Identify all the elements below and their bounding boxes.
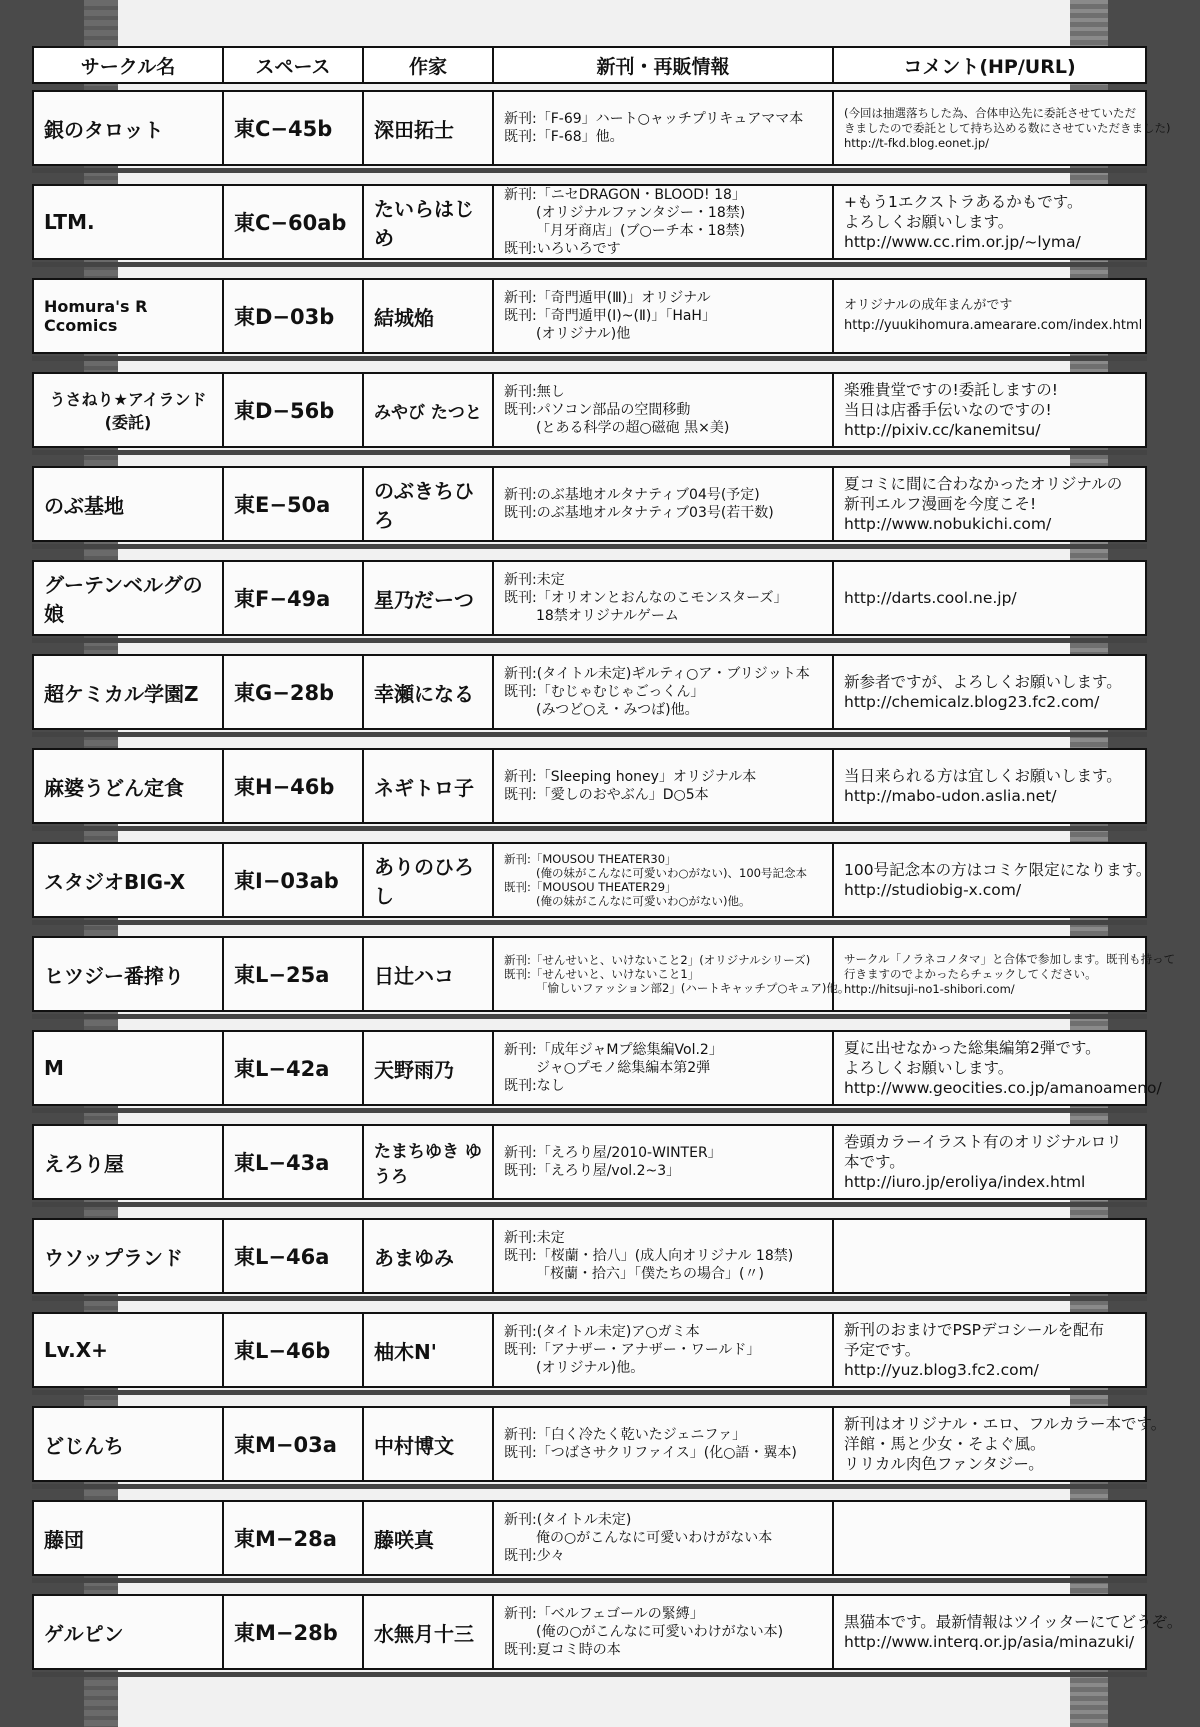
comment-line: 新刊はオリジナル・エロ、フルカラー本です。 (844, 1415, 1167, 1433)
comment (834, 1502, 1145, 1574)
comment-line: 黒猫本です。最新情報はツイッターにてどうぞ。 (844, 1613, 1183, 1631)
info-line: 新刊:「Sleeping honey」オリジナル本 (504, 769, 757, 785)
comment (834, 1032, 1162, 1104)
url-link[interactable]: http://www.cc.rim.or.jp/~lyma/ (844, 233, 1081, 251)
circle-name: ヒツジー番搾り (34, 938, 224, 1010)
comment-line: +もう1エクストラあるかもです。 (844, 193, 1083, 211)
info-line: 既刊:夏コミ時の本 (504, 1642, 621, 1658)
comment-line: 夏コミに間に合わなかったオリジナルの (844, 475, 1123, 493)
table-row (32, 560, 1147, 636)
table-row (32, 1124, 1147, 1200)
info-line: 新刊:(タイトル未定)ア○ガミ本 (504, 1324, 700, 1340)
url-link[interactable]: http://www.nobukichi.com/ (844, 515, 1052, 533)
info-line: (みつど○え・みつば)他。 (536, 702, 699, 718)
info-line: 既刊:「オリオンとおんなのこモンスターズ」 (504, 590, 788, 606)
info-line: (オリジナル)他。 (536, 1360, 645, 1376)
comment-line: 当日来られる方は宜しくお願いします。 (844, 767, 1122, 785)
author-name: 結城焔 (364, 280, 494, 352)
comment (834, 468, 1145, 540)
comment-line: 新参者ですが、よろしくお願いします。 (844, 673, 1122, 691)
circle-name: ウソップランド (34, 1220, 224, 1292)
release-info (494, 1314, 834, 1386)
space-number: 東L−43a (224, 1126, 364, 1198)
info-line: (とある科学の超○磁砲 黒×美) (536, 420, 730, 436)
author-name: たいらはじめ (364, 186, 494, 258)
circle-name: LTM. (34, 186, 224, 258)
info-line: 新刊:「成年ジャMプ総集編Vol.2」 (504, 1042, 723, 1058)
comment (834, 92, 1171, 164)
comment-line: 新刊エルフ漫画を今度こそ! (844, 495, 1037, 513)
info-line: 既刊:「桜蘭・拾八」(成人向オリジナル 18禁) (504, 1248, 794, 1264)
url-link[interactable]: http://t-fkd.blog.eonet.jp/ (844, 135, 990, 150)
info-line: 「愉しいファッション部2」(ハートキャッチプ○キュア)他。 (536, 981, 850, 995)
author-name: 深田拓士 (364, 92, 494, 164)
release-info (494, 750, 834, 822)
info-line: 「桜蘭・拾六」「僕たちの場合」(〃) (536, 1266, 764, 1282)
comment-line: 夏に出せなかった総集編第2弾です。 (844, 1039, 1101, 1057)
comment-line: 新刊のおまけでPSPデコシールを配布 (844, 1321, 1105, 1339)
space-number: 東D−03b (224, 280, 364, 352)
comment-line: リリカル肉色ファンタジー。 (844, 1455, 1044, 1473)
info-line: 既刊:「つばさサクリファイス」(化○語・翼本) (504, 1445, 797, 1461)
circle-name: どじんち (34, 1408, 224, 1480)
url-link[interactable]: http://studiobig-x.com/ (844, 881, 1022, 899)
comment (834, 562, 1145, 634)
space-number: 東H−46b (224, 750, 364, 822)
release-info (494, 1032, 834, 1104)
info-line: 既刊:「せんせいと、いけないこと1」 (504, 967, 700, 981)
circle-table (32, 46, 1183, 1688)
comment-line: サークル「ノラネコノタマ」と合体で参加します。既刊も持って (844, 951, 1176, 966)
info-line: 新刊:「えろり屋/2010-WINTER」 (504, 1145, 722, 1161)
info-line: 新刊:無し (504, 384, 565, 400)
info-line: 既刊:「F-68」他。 (504, 129, 624, 145)
circle-name: えろり屋 (34, 1126, 224, 1198)
info-line: 俺の○がこんなに可愛いわけがない本 (536, 1530, 773, 1546)
info-line: 新刊:(タイトル未定)ギルティ○ア・ブリジット本 (504, 666, 810, 682)
table-row (32, 1406, 1167, 1482)
info-line: (オリジナル)他 (536, 326, 631, 342)
author-name: 中村博文 (364, 1408, 494, 1480)
header-info: 新刊・再販情報 (494, 48, 834, 82)
info-line: 新刊:未定 (504, 572, 565, 588)
circle-name: スタジオBIG-X (34, 844, 224, 916)
space-number: 東L−46b (224, 1314, 364, 1386)
space-number: 東F−49a (224, 562, 364, 634)
comment (834, 186, 1145, 258)
info-line: 新刊:未定 (504, 1230, 565, 1246)
circle-name: グーテンベルグの娘 (34, 562, 224, 634)
author-name: のぶきちひろ (364, 468, 494, 540)
author-name: みやび たつと (364, 374, 494, 446)
table-row (32, 278, 1147, 354)
release-info (494, 1220, 834, 1292)
author-name: あまゆみ (364, 1220, 494, 1292)
table-row (32, 936, 1176, 1012)
table-row (32, 1500, 1147, 1576)
info-line: 新刊:「ベルフェゴールの緊縛」 (504, 1606, 704, 1622)
comment (834, 750, 1145, 822)
comment-line: きましたので委託として持ち込める数にさせていただきました) (844, 120, 1171, 135)
circle-name: M (34, 1032, 224, 1104)
url-link[interactable]: http://iuro.jp/eroliya/index.html (844, 1173, 1086, 1191)
author-name: 日辻ハコ (364, 938, 494, 1010)
table-row (32, 654, 1147, 730)
comment-line: よろしくお願いします。 (844, 1059, 1014, 1077)
info-line: ジャ○プモノ総集編本第2弾 (536, 1060, 711, 1076)
comment (834, 374, 1145, 446)
comment (834, 280, 1145, 352)
space-number: 東L−46a (224, 1220, 364, 1292)
url-link[interactable]: http://hitsuji-no1-shibori.com/ (844, 981, 1015, 996)
info-line: 既刊:「MOUSOU THEATER29」 (504, 880, 677, 894)
release-info (494, 92, 834, 164)
space-number: 東C−45b (224, 92, 364, 164)
release-info (494, 656, 834, 728)
comment-line: 予定です。 (844, 1341, 921, 1359)
url-link[interactable]: http://pixiv.cc/kanemitsu/ (844, 421, 1041, 439)
info-line: 既刊:のぶ基地オルタナティブ03号(若干数) (504, 505, 774, 521)
release-info (494, 1596, 834, 1668)
comment (834, 938, 1176, 1010)
comment-line: 楽雅貴堂ですの!委託しますの! (844, 381, 1058, 399)
author-name: 水無月十三 (364, 1596, 494, 1668)
header-space: スペース (224, 48, 364, 82)
release-info (494, 280, 834, 352)
comment-line: 洋館・馬と少女・そよぐ風。 (844, 1435, 1046, 1453)
release-info (494, 1126, 834, 1198)
author-name: 藤咲真 (364, 1502, 494, 1574)
info-line: 既刊:「アナザー・アナザー・ワールド」 (504, 1342, 761, 1358)
comment (834, 844, 1152, 916)
info-line: 既刊:パソコン部品の空間移動 (504, 402, 691, 418)
table-row (32, 842, 1152, 918)
info-line: 新刊:(タイトル未定) (504, 1512, 632, 1528)
comment (834, 1408, 1167, 1480)
header-comment: コメント(HP/URL) (903, 55, 1076, 78)
info-line: 新刊:「MOUSOU THEATER30」 (504, 852, 677, 866)
circle-name: うさねり★アイランド(委託) (34, 374, 224, 446)
info-line: 新刊:「奇門遁甲(Ⅲ)」オリジナル (504, 290, 711, 306)
info-line: 既刊:「愛しのおやぶん」D○5本 (504, 787, 709, 803)
comment-line: 100号記念本の方はコミケ限定になります。 (844, 861, 1152, 879)
info-line: 既刊:少々 (504, 1548, 565, 1564)
release-info (494, 562, 834, 634)
author-name: 天野雨乃 (364, 1032, 494, 1104)
table-row (32, 184, 1147, 260)
circle-name: 藤団 (34, 1502, 224, 1574)
release-info (494, 186, 834, 258)
url-link[interactable]: http://www.interq.or.jp/asia/minazuki/ (844, 1633, 1135, 1651)
info-line: 新刊:のぶ基地オルタナティブ04号(予定) (504, 487, 760, 503)
space-number: 東M−03a (224, 1408, 364, 1480)
release-info (494, 468, 834, 540)
info-line: (オリジナルファンタジー・18禁) (536, 205, 746, 221)
table-row (32, 466, 1147, 542)
author-name: たまちゆき ゆうろ (364, 1126, 494, 1198)
table-body (32, 90, 1183, 1670)
space-number: 東G−28b (224, 656, 364, 728)
url-link[interactable]: http://darts.cool.ne.jp/ (844, 589, 1017, 607)
author-name: ネギトロ子 (364, 750, 494, 822)
release-info (494, 844, 834, 916)
comment-line: 行きますのでよかったらチェックしてください。 (844, 966, 1097, 981)
circle-name: 麻婆うどん定食 (34, 750, 224, 822)
info-line: 既刊:いろいろです (504, 241, 621, 257)
space-number: 東D−56b (224, 374, 364, 446)
info-line: 既刊:「奇門遁甲(Ⅰ)~(Ⅱ)」「HaH」 (504, 308, 716, 324)
table-row (32, 1312, 1147, 1388)
space-number: 東L−42a (224, 1032, 364, 1104)
circle-name: Homura's R Ccomics (34, 280, 224, 352)
info-line: (俺の○がこんなに可愛いわけがない本) (536, 1624, 784, 1640)
release-info (494, 1408, 834, 1480)
author-name: ありのひろし (364, 844, 494, 916)
info-line: 新刊:「せんせいと、いけないこと2」(オリジナルシリーズ) (504, 953, 811, 967)
release-info (494, 1502, 834, 1574)
author-name: 星乃だーつ (364, 562, 494, 634)
table-row (32, 1218, 1147, 1294)
table-header (32, 46, 1147, 84)
table-row (32, 372, 1147, 448)
table-row (32, 748, 1147, 824)
url-link[interactable]: http://yuukihomura.amearare.com/index.html (844, 318, 1143, 333)
comment (834, 1596, 1183, 1668)
release-info (494, 374, 834, 446)
circle-name: 超ケミカル学園Z (34, 656, 224, 728)
space-number: 東M−28a (224, 1502, 364, 1574)
comment-line: 当日は店番手伝いなのですの! (844, 401, 1052, 419)
circle-name: のぶ基地 (34, 468, 224, 540)
space-number: 東E−50a (224, 468, 364, 540)
author-name: 柚木N' (364, 1314, 494, 1386)
header-circle: サークル名 (34, 48, 224, 82)
space-number: 東L−25a (224, 938, 364, 1010)
circle-name: 銀のタロット (34, 92, 224, 164)
url-link[interactable]: http://chemicalz.blog23.fc2.com/ (844, 693, 1100, 711)
info-line: 18禁オリジナルゲーム (536, 608, 679, 624)
circle-name: ゲルピン (34, 1596, 224, 1668)
space-number: 東C−60ab (224, 186, 364, 258)
comment (834, 1126, 1145, 1198)
url-link[interactable]: http://mabo-udon.aslia.net/ (844, 787, 1057, 805)
author-name: 幸瀬になる (364, 656, 494, 728)
info-line: (俺の妹がこんなに可愛いわ○がない)、100号記念本 (536, 866, 807, 880)
comment-line: 本です。 (844, 1153, 905, 1171)
info-line: 「月牙商店」(ブ○ーチ本・18禁) (536, 223, 745, 239)
table-row (32, 1594, 1183, 1670)
info-line: 新刊:「白く冷たく乾いたジェニファ」 (504, 1427, 747, 1443)
info-line: 既刊:「えろり屋/vol.2~3」 (504, 1163, 681, 1179)
comment-line: オリジナルの成年まんがです (844, 298, 1013, 313)
comment-line: (今回は抽選落ちした為、合体申込先に委託させていただ (844, 105, 1136, 120)
info-line: (俺の妹がこんなに可愛いわ○がない)他。 (536, 894, 751, 908)
table-row (32, 90, 1171, 166)
space-number: 東I−03ab (224, 844, 364, 916)
release-info (494, 938, 850, 1010)
table-row (32, 1030, 1162, 1106)
info-line: 既刊:「むじゃむじゃごっくん」 (504, 684, 705, 700)
comment (834, 1314, 1145, 1386)
comment (834, 1220, 1145, 1292)
url-link[interactable]: http://yuz.blog3.fc2.com/ (844, 1361, 1039, 1379)
circle-name: Lv.X+ (34, 1314, 224, 1386)
info-line: 既刊:なし (504, 1078, 565, 1094)
comment-line: 巻頭カラーイラスト有のオリジナルロリ (844, 1133, 1122, 1151)
url-link[interactable]: http://www.geocities.co.jp/amanoameno/ (844, 1079, 1162, 1097)
space-number: 東M−28b (224, 1596, 364, 1668)
header-author: 作家 (364, 48, 494, 82)
info-line: 新刊:「ニセDRAGON・BLOOD! 18」 (504, 187, 746, 203)
comment-line: よろしくお願いします。 (844, 213, 1014, 231)
info-line: 新刊:「F-69」ハート○ャッチプリキュアママ本 (504, 111, 804, 127)
comment (834, 656, 1145, 728)
